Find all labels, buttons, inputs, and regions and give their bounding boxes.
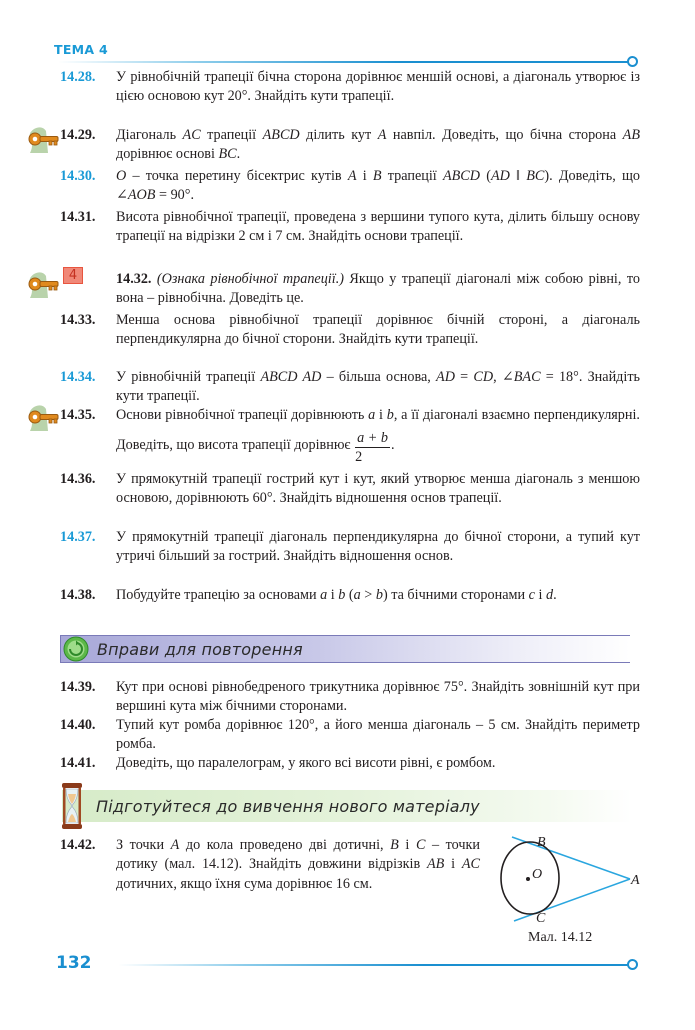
task-14-30 [60,167,640,206]
task-text: Доведіть, що паралелограм, у якого всі висоти рівні, є ромбом. [116,755,496,771]
figure-caption: Мал. 14.12 [528,930,593,945]
task-number: 14.35. [60,407,96,423]
task-number: 14.32. [116,271,152,287]
page-number: 132 [56,953,92,973]
task-text: У рівнобічній трапеції бічна сторона дорівнює меншій основі, а діагональ утворює із цією основою кут 20°. Знайдіть кути трапеції. [116,69,640,105]
point-label-B: B [537,835,546,850]
difficulty-level-badge: 4 [63,267,83,284]
task-14-35 [60,406,640,466]
task-text: 14.32. (Ознака рівнобічної трапеції.) Якщо у трапеції діагоналі між собою рівні, то вона – рівнобічна. Доведіть це. [116,271,640,307]
task-text: O – точка перетину бісектрис кутів A і B трапеції ABCD (AD ‖ BC). Доведіть, що ∠AOB = 90°. [116,168,640,204]
task-14-38 [60,586,640,605]
task-14-34 [60,368,640,407]
task-14-40 [60,716,640,755]
task-number: 14.38. [60,587,96,603]
task-text: Тупий кут ромба дорівнює 120°, а його менша діагональ – 5 см. Знайдіть периметр ромба. [116,717,640,753]
task-text: У рівнобічній трапеції ABCD AD – більша основа, AD = CD, ∠BAC = 18°. Знайдіть кути трапеції. [116,369,640,405]
task-number: 14.31. [60,209,96,225]
task-14-36 [60,470,640,509]
task-number: 14.41. [60,755,96,771]
task-14-41 [60,754,640,773]
section-title: Підготуйтеся до вивчення нового матеріалу [96,796,480,816]
task-text: Висота рівнобічної трапеції, проведена з вершини тупого кута, ділить більшу основу трапеції на відрізки 2 см і 7 см. Знайдіть основи трапеції. [116,209,640,245]
point-label-C: C [536,911,546,922]
task-number: 14.37. [60,529,96,545]
task-number: 14.29. [60,127,96,143]
footer-rule-end-circle [627,959,638,970]
task-text: У прямокутній трапеції гострий кут і кут, який утворює менша діагональ з меншою основою, дорівнюють 60°. Знайдіть відношення основ трапеції. [116,471,640,507]
task-14-32 [116,270,640,309]
header-rule [58,61,628,63]
fraction: $\frac{a + b}{2}$ [355,430,388,465]
hourglass-icon [62,783,82,829]
point-label-A: A [631,873,640,888]
key-icon [26,270,60,300]
section-title: Вправи для повторення [97,639,303,659]
key-icon [26,125,60,155]
topic-label: ТЕМА 4 [54,42,109,57]
task-number: 14.39. [60,679,96,695]
task-14-28 [60,68,640,107]
task-text: Менша основа рівнобічної трапеції дорівнює бічній стороні, а діагональ перпендикулярна до бічної сторони. Знайдіть кути трапеції. [116,312,640,348]
figure-tangents-circle [490,832,650,922]
task-number: 14.40. [60,717,96,733]
task-14-33 [60,311,640,350]
key-icon [26,403,60,433]
task-number: 14.36. [60,471,96,487]
point-label-O: O [532,867,543,882]
task-number: 14.34. [60,369,96,385]
section-banner-repeat [60,635,630,663]
section-banner-prepare [62,790,632,822]
task-14-31 [60,208,640,247]
task-text: Основи рівнобічної трапеції дорівнюють a і b, а її діагоналі взаємно перпендикулярні. Доведіть, що висота трапеції дорівнює $\frac{a + b}{2}$ . [116,407,640,465]
footer-rule [118,964,628,966]
task-text: Кут при основі рівнобедреного трикутника дорівнює 75°. Знайдіть зовнішній кут при вершині кута між бічними сторонами. [116,679,640,715]
task-number: 14.33. [60,312,96,328]
task-number: 14.30. [60,168,96,184]
repeat-cycle-icon [63,636,89,662]
task-number: 14.28. [60,69,96,85]
task-text: Діагональ AC трапеції ABCD ділить кут A навпіл. Доведіть, що бічна сторона AB дорівнює основі BC. [116,127,641,163]
task-text: З точки A до кола проведено дві дотичні, B і C – точки дотику (мал. 14.12). Знайдіть довжини відрізків AB і AC дотичних, якщо їхня сума дорівнює 16 см. [116,837,480,892]
task-14-39 [60,678,640,717]
task-text: Побудуйте трапецію за основами a і b (a > b) та бічними сторонами c і d. [116,587,557,603]
task-14-37 [60,528,640,567]
header-rule-end-circle [627,56,638,67]
task-number: 14.42. [60,837,96,853]
task-text: У прямокутній трапеції діагональ перпендикулярна до бічної сторони, а тупий кут утричі більший за гострий. Знайдіть відношення основ. [116,529,640,565]
task-14-42 [60,836,480,894]
task-14-29 [60,126,640,165]
